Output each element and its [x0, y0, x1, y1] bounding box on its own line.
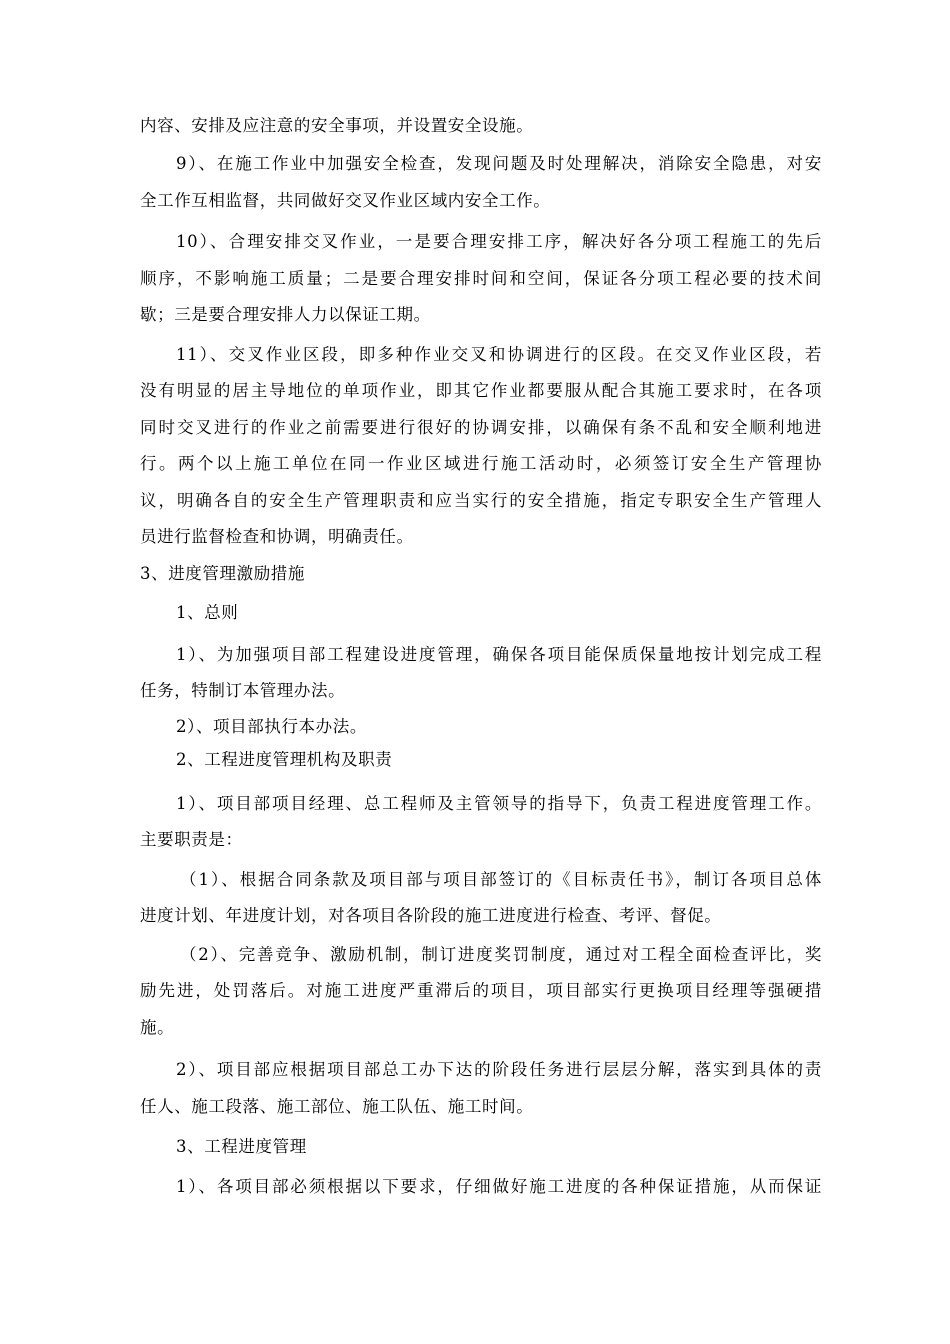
text-line: [0, 338, 950, 372]
line-text: 顺序，不影响施工质量；二是要合理安排时间和空间，保证各分项工程必要的技术间: [140, 269, 822, 288]
line-text: 励先进，处罚落后。对施工进度严重滞后的项目，项目部实行更换项目经理等强硬措: [140, 981, 822, 1000]
text-line: [0, 109, 950, 143]
section-heading: [0, 1130, 950, 1164]
text-line: [0, 374, 950, 408]
text-line: [0, 899, 950, 933]
line-text: 任人、施工段落、施工部位、施工队伍、施工时间。: [140, 1097, 534, 1116]
text-line: [0, 411, 950, 445]
text-line: [0, 787, 950, 821]
line-text: 内容、安排及应注意的安全事项，并设置安全设施。: [140, 116, 534, 135]
section-heading: [0, 596, 950, 630]
text-line: [0, 863, 950, 897]
text-line: [0, 225, 950, 259]
line-text: 行。两个以上施工单位在同一作业区域进行施工活动时，必须签订安全生产管理协: [140, 454, 822, 473]
line-text: 没有明显的居主导地位的单项作业，即其它作业都要服从配合其施工要求时，在各项: [140, 381, 822, 400]
text-line: [0, 674, 950, 708]
line-text: 1、总则: [176, 603, 239, 622]
line-text: 2、工程进度管理机构及职责: [176, 750, 393, 769]
text-line: [0, 823, 950, 857]
line-text: 全工作互相监督，共同做好交叉作业区域内安全工作。: [140, 191, 551, 210]
line-text: 1）、项目部项目经理、总工程师及主管领导的指导下，负责工程进度管理工作。: [176, 794, 822, 813]
text-line: [0, 638, 950, 672]
text-line: [0, 710, 950, 744]
text-line: [0, 147, 950, 181]
line-text: 10）、合理安排交叉作业，一是要合理安排工序，解决好各分项工程施工的先后: [176, 232, 822, 251]
line-text: 任务，特制订本管理办法。: [140, 681, 346, 700]
line-text: 主要职责是：: [140, 830, 243, 849]
text-line: [0, 520, 950, 554]
line-text: （2）、完善竞争、激励机制，制订进度奖罚制度，通过对工程全面检查评比，奖: [180, 945, 822, 964]
line-text: 3、工程进度管理: [176, 1137, 307, 1156]
line-text: 1）、为加强项目部工程建设进度管理，确保各项目能保质保量地按计划完成工程: [176, 645, 822, 664]
text-line: [0, 1011, 950, 1045]
line-text: 2）、项目部应根据项目部总工办下达的阶段任务进行层层分解，落实到具体的责: [176, 1060, 822, 1079]
text-line: [0, 938, 950, 972]
text-line: [0, 1170, 950, 1204]
text-line: [0, 184, 950, 218]
line-text: 11）、交叉作业区段，即多种作业交叉和协调进行的区段。在交叉作业区段，若: [176, 345, 822, 364]
text-line: [0, 974, 950, 1008]
text-line: [0, 1053, 950, 1087]
line-text: 2）、项目部执行本办法。: [176, 717, 367, 736]
section-heading: [0, 743, 950, 777]
line-text: 员进行监督检查和协调，明确责任。: [140, 527, 414, 546]
line-text: 9）、在施工作业中加强安全检查，发现问题及时处理解决，消除安全隐患，对安: [176, 154, 822, 173]
line-text: 同时交叉进行的作业之前需要进行很好的协调安排，以确保有条不乱和安全顺利地进: [140, 418, 822, 437]
line-text: （1）、根据合同条款及项目部与项目部签订的《目标责任书》，制订各项目总体: [180, 870, 822, 889]
line-text: 议，明确各自的安全生产管理职责和应当实行的安全措施，指定专职安全生产管理人: [140, 491, 822, 510]
text-line: [0, 262, 950, 296]
text-line: [0, 298, 950, 332]
line-text: 施。: [140, 1018, 175, 1037]
section-heading: [0, 557, 950, 591]
text-line: [0, 1090, 950, 1124]
line-text: 进度计划、年进度计划，对各项目各阶段的施工进度进行检查、考评、督促。: [140, 906, 722, 925]
line-text: 3、进度管理激励措施: [140, 564, 305, 583]
text-line: [0, 447, 950, 481]
text-line: [0, 484, 950, 518]
line-text: 歇；三是要合理安排人力以保证工期。: [140, 305, 431, 324]
line-text: 1）、各项目部必须根据以下要求，仔细做好施工进度的各种保证措施，从而保证: [176, 1177, 822, 1196]
